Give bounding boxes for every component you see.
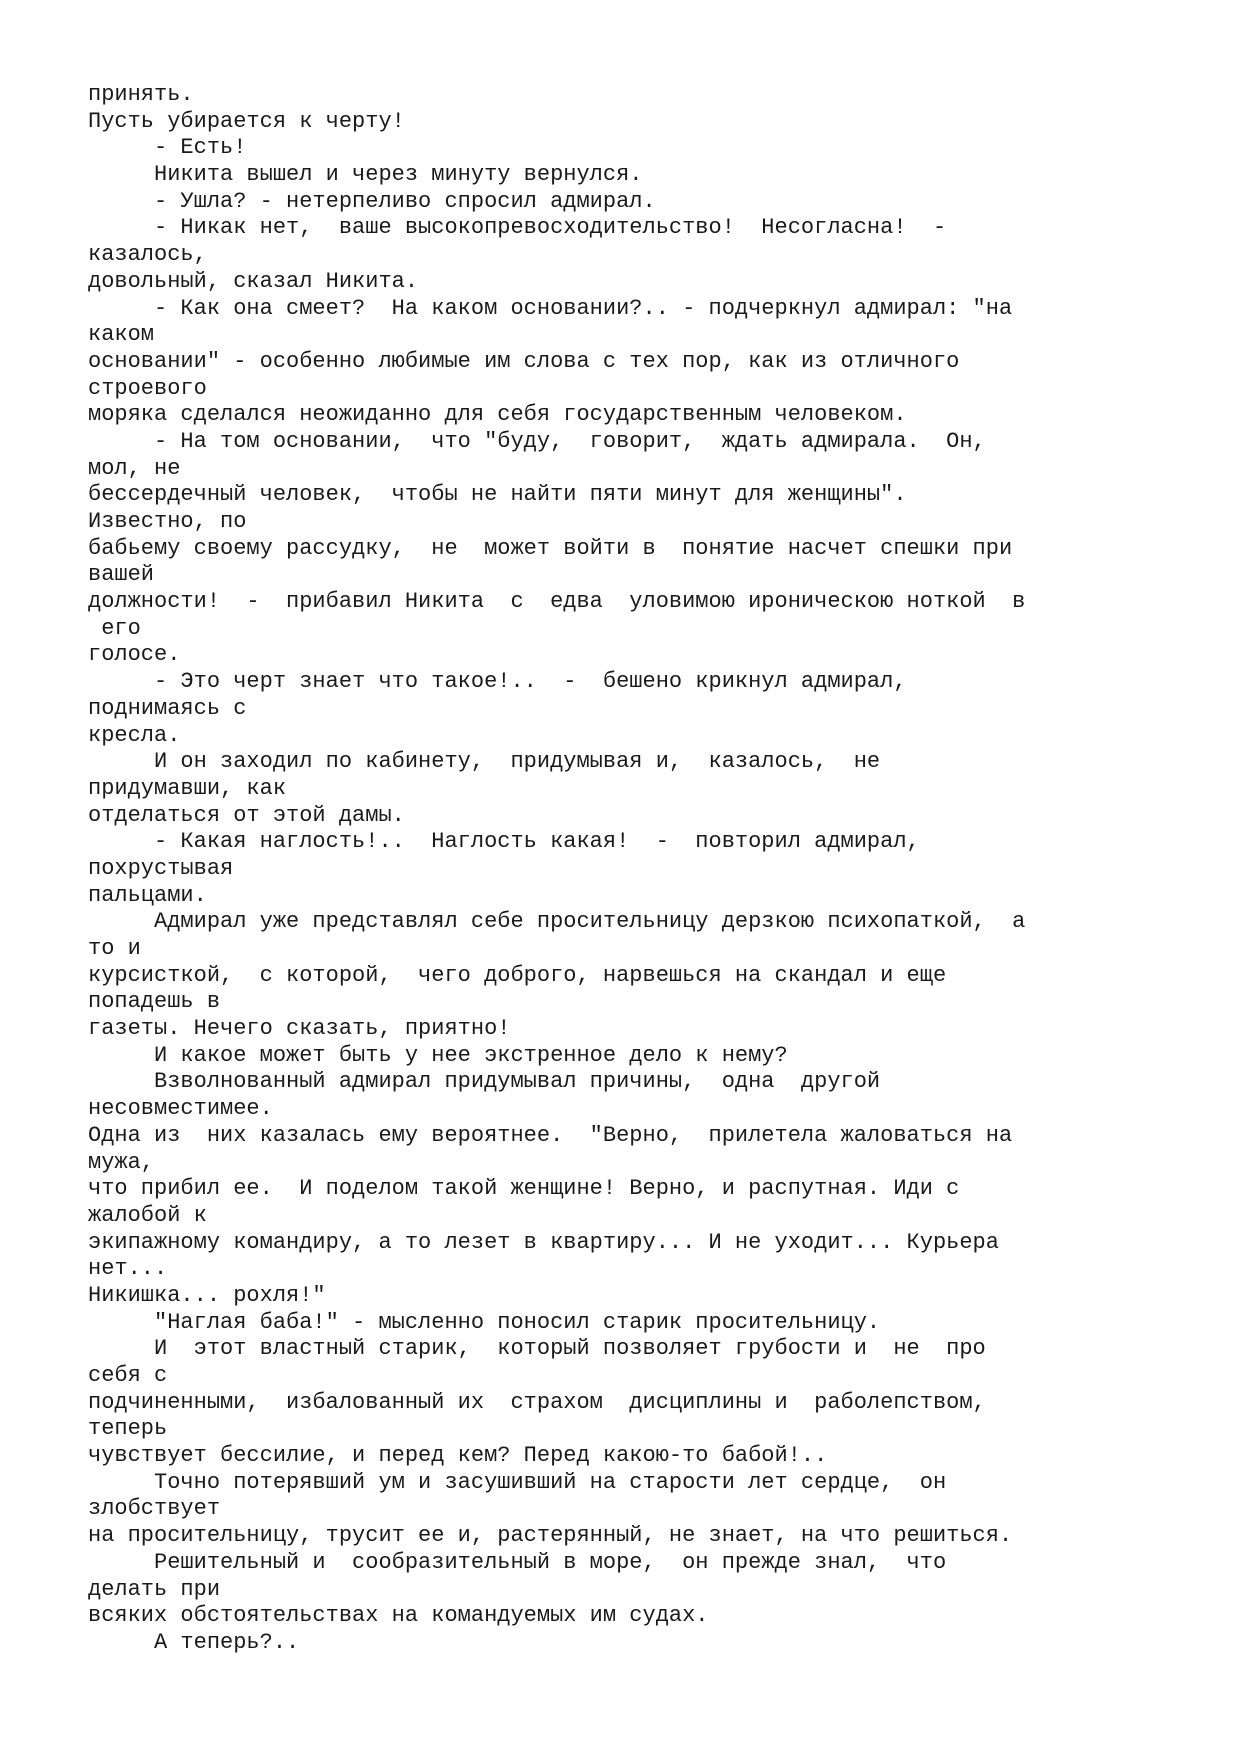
text-line: Пусть убирается к черту! (88, 108, 405, 134)
text-line: нет... (88, 1256, 168, 1282)
text-line: несовместимее. (88, 1096, 273, 1122)
text-line: похрустывая (88, 855, 234, 881)
text-line: что прибил ее. И поделом такой женщине! Верно, и распутная. Иди с (88, 1176, 960, 1202)
text-line: всяких обстоятельствах на командуемых им судах. (88, 1603, 709, 1629)
text-line: бабьему своему рассудку, не может войти в понятие насчет спешки при (88, 535, 1013, 561)
text-line: Никита вышел и через минуту вернулся. (88, 162, 643, 188)
text-line: - Ушла? - нетерпеливо спросил адмирал. (88, 188, 656, 214)
text-line: - Как она смеет? На каком основании?.. - подчеркнул адмирал: "на (88, 295, 1013, 321)
text-line: злобствует (88, 1496, 221, 1522)
text-line: делать при (88, 1576, 221, 1602)
text-line: - Какая наглость!.. Наглость какая! - повторил адмирал, (88, 829, 920, 855)
text-line: чувствует бессилие, и перед кем? Перед какою-то бабой!.. (88, 1443, 828, 1469)
text-line: "Наглая баба!" - мысленно поносил старик просительницу. (88, 1309, 881, 1335)
text-line: Известно, по (88, 509, 247, 534)
text-line: экипажному командиру, а то лезет в квартиру... И не уходит... Курьера (88, 1229, 999, 1255)
text-line: Точно потерявший ум и засушивший на старости лет сердце, он (88, 1469, 947, 1495)
text-line: И какое может быть у нее экстренное дело к нему? (88, 1042, 788, 1068)
text-line: моряка сделался неожиданно для себя государственным человеком. (88, 402, 907, 428)
text-line: принять. (88, 82, 194, 107)
text-line: теперь (88, 1416, 168, 1442)
text-line: вашей (88, 562, 155, 588)
text-line: пальцами. (88, 882, 207, 908)
text-line: себя с (88, 1363, 168, 1388)
text-line: поднимаясь с (88, 695, 247, 721)
text-line: Одна из них казалась ему вероятнее. "Верно, прилетела жаловаться на (88, 1122, 1013, 1148)
text-line: попадешь в (88, 989, 221, 1015)
text-line: - Это черт знает что такое!.. - бешено крикнул адмирал, (88, 669, 907, 695)
text-line: Адмирал уже представлял себе просительницу дерзкою психопаткой, а (88, 909, 1026, 935)
text-line: основании" - особенно любимые им слова с тех пор, как из отличного (88, 348, 960, 374)
text-line: Никишка... рохля!" (88, 1282, 326, 1308)
text-line: подчиненными, избалованный их страхом дисциплины и раболепством, (88, 1389, 986, 1415)
text-line: кресла. (88, 722, 181, 748)
text-line: мол, не (88, 455, 181, 481)
text-line: - Есть! (88, 135, 247, 161)
text-line: довольный, сказал Никита. (88, 268, 419, 294)
text-line: И он заходил по кабинету, придумывая и, казалось, не (88, 749, 881, 775)
text-line: строевого (88, 375, 207, 401)
text-line: - На том основании, что "буду, говорит, ждать адмирала. Он, (88, 428, 986, 454)
text-line: придумавши, как (88, 775, 287, 801)
text-line: газеты. Нечего сказать, приятно! (88, 1016, 511, 1042)
text-line: курсисткой, с которой, чего доброго, нарвешься на скандал и еще (88, 962, 947, 988)
text-line: мужа, (88, 1149, 155, 1175)
text-line: бессердечный человек, чтобы не найти пяти минут для женщины". (88, 482, 907, 508)
text-line: то и (88, 936, 141, 961)
text-line: должности! - прибавил Никита с едва уловимою ироническою ноткой в (88, 589, 1026, 615)
text-line: И этот властный старик, который позволяет грубости и не про (88, 1336, 986, 1362)
text-line: его (88, 615, 141, 641)
document-body (88, 82, 1208, 1657)
text-line: А теперь?.. (88, 1629, 300, 1655)
text-line: жалобой к (88, 1202, 207, 1228)
text-line: казалось, (88, 242, 207, 268)
text-line: Взволнованный адмирал придумывал причины, одна другой (88, 1069, 881, 1095)
text-line: каком (88, 322, 155, 348)
text-line: Решительный и сообразительный в море, он прежде знал, что (88, 1549, 947, 1575)
text-line: на просительницу, трусит ее и, растерянный, не знает, на что решиться. (88, 1523, 1013, 1549)
text-line: голосе. (88, 642, 181, 668)
text-line: - Никак нет, ваше высокопревосходительство! Несогласна! - (88, 215, 947, 241)
text-line: отделаться от этой дамы. (88, 802, 405, 828)
